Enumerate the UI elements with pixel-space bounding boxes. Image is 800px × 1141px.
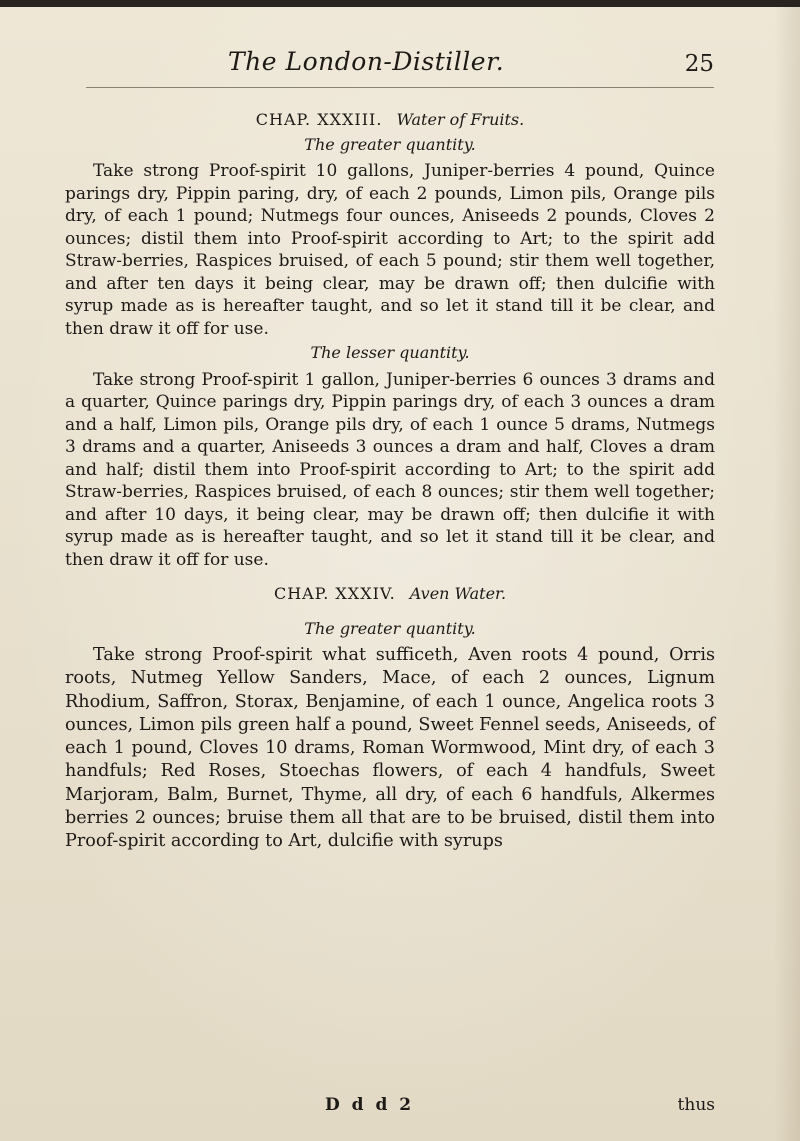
subheading-greater-quantity: The greater quantity.: [304, 618, 476, 638]
section-gap: [65, 571, 715, 581]
chapter-number: CHAP. XXXIV.: [273, 584, 396, 603]
page-edge-shadow: [774, 7, 800, 1141]
chapter-heading-34: [65, 583, 715, 606]
recipe-paragraph: Take strong Proof-spirit 1 gallon, Juniper-berries 6 ounces 3 drams and a quarter, Quince parings dry, Pippin parings dry, of each 3 ounces a dram and a half, Limon pils, Orange pils dry, of each 1 ounce 5 drams, Nutmegs 3 drams and a quarter, Aniseeds 3 ounces a dram and half, Cloves a dram and half; distil them into Proof-spirit according to Art; to the spirit add Straw-berries, Raspices bruised, of each 8 ounces; stir them well together; and after 10 days, it being clear, may be drawn off; then dulcifie it with syrup made as is hereafter taught, and so let it stand till it be clear, and then draw it off for use.: [65, 369, 715, 570]
recipe-paragraph: Take strong Proof-spirit what sufficeth, Aven roots 4 pound, Orris roots, Nutmeg Yellow Sanders, Mace, of each 2 ounces, Lignum Rhodium, Saffron, Storax, Benjamine, of each 1 ounce, Angelica roots 3 ounces, Limon pils green half a pound, Sweet Fennel seeds, Aniseeds, of each 1 pound, Cloves 10 drams, Roman Wormwood, Mint dry, of each 3 handfuls; Red Roses, Stoechas flowers, of each 4 handfuls, Sweet Marjoram, Balm, Burnet, Thyme, all dry, of each 6 handfuls, Alkermes berries 2 ounces; bruise them all that are to be bruised, distil them into Proof-spirit according to Art, dulcifie with syrups: [65, 645, 715, 852]
chapter-title: Aven Water.: [409, 584, 507, 603]
page-body: [65, 107, 715, 854]
page-footer: [65, 1095, 715, 1121]
header-rule: [86, 87, 714, 88]
chapter-title: Water of Fruits.: [396, 110, 525, 129]
subheading-greater-quantity: The greater quantity.: [304, 134, 476, 154]
subheading-lesser-quantity: The lesser quantity.: [310, 343, 470, 362]
chapter-heading-33: [65, 109, 715, 132]
signature-mark: D d d 2: [325, 1095, 415, 1115]
catchword: thus: [677, 1095, 715, 1115]
chapter-number: CHAP. XXXIII.: [255, 110, 383, 129]
recipe-paragraph: Take strong Proof-spirit 10 gallons, Juniper-berries 4 pound, Quince parings dry, Pippin paring, dry, of each 2 pounds, Limon pils, Orange pils dry, of each 1 pound; Nutmegs four ounces, Aniseeds 2 pounds, Cloves 2 ounces; distil them into Proof-spirit according to Art; to the spirit add Straw-berries, Raspices bruised, of each 5 pound; stir them well together, and after ten days it being clear, may be drawn off; then dulcifie with syrup made as is hereafter taught, and so let it stand till it be clear, and then draw it off for use.: [65, 161, 715, 339]
page-number: 25: [684, 51, 714, 77]
running-head: The London-Distiller.: [228, 47, 505, 76]
page-header: [0, 35, 800, 87]
